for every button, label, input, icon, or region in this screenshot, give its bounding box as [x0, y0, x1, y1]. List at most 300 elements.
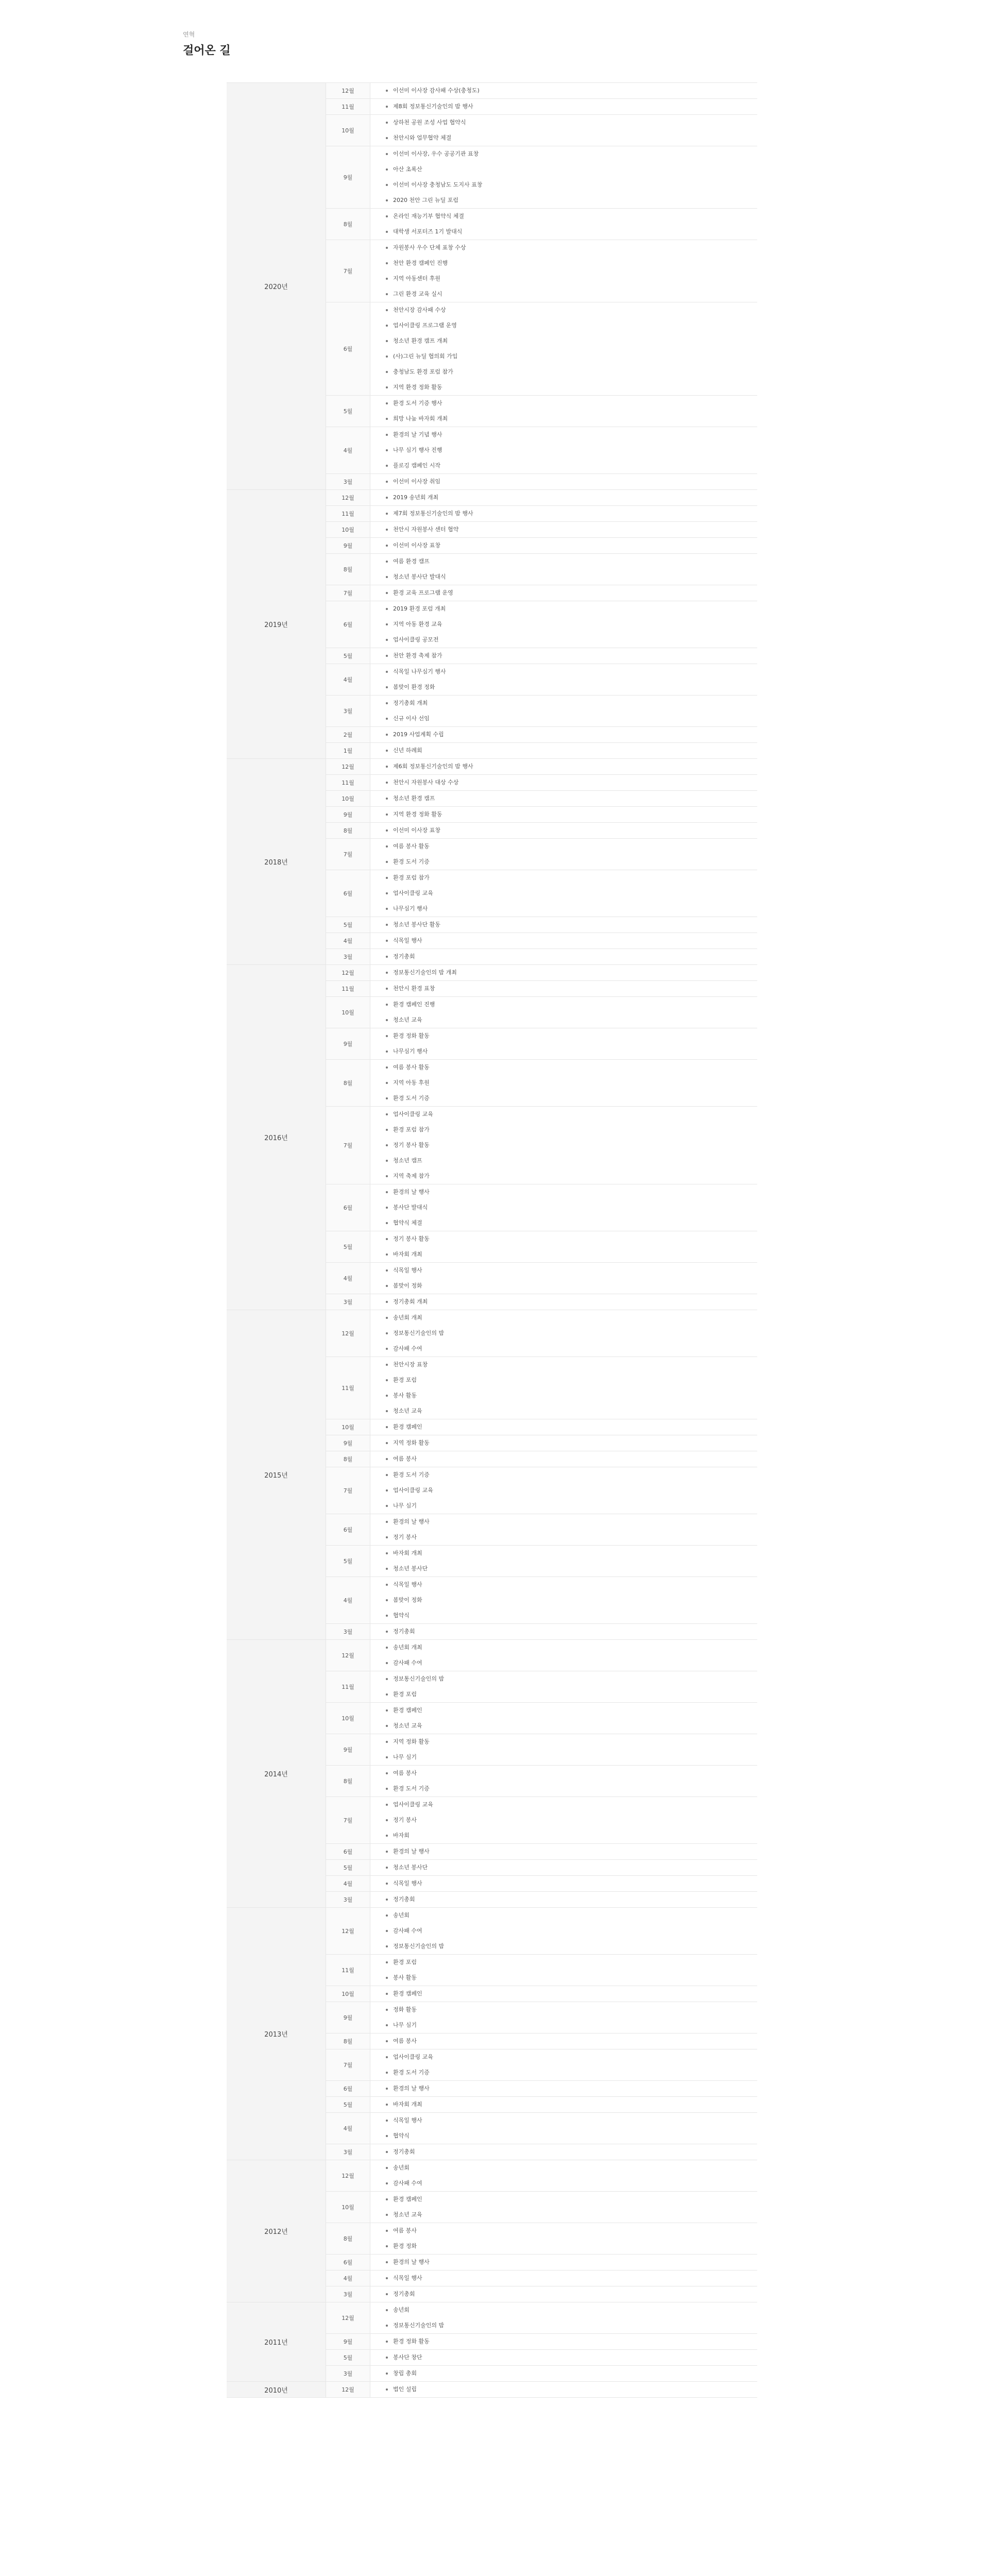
- year-label: 2013년: [227, 1908, 326, 2160]
- event-list: [370, 1986, 758, 2002]
- event-item: 환경 포럼: [386, 1687, 757, 1702]
- event-list: [370, 2366, 758, 2382]
- event-list: [370, 1577, 758, 1624]
- event-item: 봉사단 발대식: [386, 1200, 757, 1215]
- event-item: 업사이클링 교육: [386, 1797, 757, 1812]
- event-list: [370, 2192, 758, 2223]
- month-label: 4월: [326, 2270, 370, 2286]
- event-item: 정기 봉사: [386, 1530, 757, 1545]
- month-label: 4월: [326, 427, 370, 474]
- month-label: 10월: [326, 522, 370, 538]
- event-list: [370, 474, 758, 490]
- event-list: [370, 2223, 758, 2255]
- year-label: 2020년: [227, 83, 326, 490]
- event-list: [370, 1028, 758, 1060]
- event-list: [370, 981, 758, 997]
- event-item: 환경 포럼 참가: [386, 1122, 757, 1138]
- month-label: 5월: [326, 1231, 370, 1263]
- event-item: 정기 봉사 활동: [386, 1138, 757, 1153]
- event-list: [370, 2049, 758, 2081]
- event-list: [370, 2286, 758, 2302]
- event-list: [370, 99, 758, 115]
- event-list: [370, 2350, 758, 2366]
- event-item: 환경 포럼 참가: [386, 870, 757, 886]
- event-list: [370, 839, 758, 870]
- event-item: 나무 심기: [386, 2018, 757, 2033]
- event-item: 제7회 정보통신기술인의 밤 행사: [386, 506, 757, 521]
- event-item: 청소년 교육: [386, 1403, 757, 1419]
- event-list: [370, 1671, 758, 1703]
- event-item: 환경의 날 행사: [386, 2255, 757, 2270]
- event-item: 업사이클링 공모전: [386, 632, 757, 648]
- month-label: 12월: [326, 1310, 370, 1357]
- event-item: 환경의 날 행사: [386, 1514, 757, 1530]
- month-label: 11월: [326, 1955, 370, 1986]
- event-item: 정보통신기술인의 밤 개최: [386, 965, 757, 980]
- event-list: [370, 585, 758, 601]
- month-label: 5월: [326, 2350, 370, 2366]
- event-item: 정기총회 개최: [386, 696, 757, 711]
- month-label: 4월: [326, 664, 370, 696]
- month-label: 5월: [326, 1860, 370, 1876]
- event-item: 송년회 개최: [386, 1640, 757, 1655]
- event-item: 온라인 재능기부 협약식 체결: [386, 209, 757, 224]
- month-label: 2월: [326, 727, 370, 743]
- month-label: 5월: [326, 917, 370, 933]
- event-list: [370, 83, 758, 99]
- event-item: 정기총회: [386, 2144, 757, 2160]
- month-label: 8월: [326, 209, 370, 240]
- event-item: 봄맞이 환경 정화: [386, 680, 757, 695]
- event-item: 환경 정화: [386, 2239, 757, 2254]
- month-label: 4월: [326, 1263, 370, 1294]
- year-label: 2019년: [227, 490, 326, 759]
- event-list: [370, 1467, 758, 1514]
- event-item: 환경의 날 행사: [386, 1844, 757, 1859]
- event-item: 천안시 환경 표창: [386, 981, 757, 996]
- event-list: [370, 2302, 758, 2334]
- month-label: 4월: [326, 933, 370, 949]
- month-row: [227, 490, 757, 506]
- event-item: 법인 설립: [386, 2382, 757, 2397]
- event-list: [370, 1419, 758, 1435]
- event-item: 환경 교육 프로그램 운영: [386, 585, 757, 601]
- event-item: 감사패 수여: [386, 2176, 757, 2191]
- event-item: 정기총회: [386, 1624, 757, 1639]
- event-list: [370, 1955, 758, 1986]
- event-item: 식목일 행사: [386, 933, 757, 948]
- event-list: [370, 240, 758, 302]
- month-label: 5월: [326, 648, 370, 664]
- event-list: [370, 1263, 758, 1294]
- event-item: 업사이클링 교육: [386, 886, 757, 901]
- event-item: 여름 봉사: [386, 2033, 757, 2049]
- event-item: 환경 포럼: [386, 1372, 757, 1388]
- month-label: 7월: [326, 1797, 370, 1844]
- month-label: 6월: [326, 1184, 370, 1231]
- event-item: 정기총회: [386, 1892, 757, 1907]
- month-row: [227, 1640, 757, 1671]
- month-label: 9월: [326, 146, 370, 209]
- month-label: 3월: [326, 949, 370, 965]
- event-item: 식목일 행사: [386, 1263, 757, 1278]
- month-label: 6월: [326, 2255, 370, 2270]
- event-list: [370, 2002, 758, 2033]
- event-list: [370, 1860, 758, 1876]
- month-label: 7월: [326, 585, 370, 601]
- event-list: [370, 2033, 758, 2049]
- event-item: 2019 사업계획 수립: [386, 727, 757, 742]
- month-label: 3월: [326, 2366, 370, 2382]
- event-item: 환경 도서 기증: [386, 2065, 757, 2080]
- event-item: 천안시와 업무협약 체결: [386, 130, 757, 146]
- event-list: [370, 1640, 758, 1671]
- event-list: [370, 1892, 758, 1908]
- month-label: 11월: [326, 775, 370, 791]
- event-item: 여름 봉사: [386, 1451, 757, 1467]
- event-list: [370, 1514, 758, 1546]
- event-item: 지역 아동센터 후원: [386, 271, 757, 286]
- month-label: 9월: [326, 1734, 370, 1766]
- event-item: 이선미 이사장 표창: [386, 538, 757, 553]
- month-label: 9월: [326, 2334, 370, 2350]
- event-item: 환경 도서 기증: [386, 1467, 757, 1483]
- event-item: 2020 천안 그린 뉴딜 포럼: [386, 193, 757, 208]
- month-label: 6월: [326, 2081, 370, 2097]
- month-label: 3월: [326, 1892, 370, 1908]
- event-list: [370, 1546, 758, 1577]
- event-item: 업사이클링 교육: [386, 1483, 757, 1498]
- event-list: [370, 823, 758, 839]
- event-item: 정기 봉사: [386, 1812, 757, 1828]
- event-item: 정기 봉사 활동: [386, 1231, 757, 1247]
- event-item: 봉사 활동: [386, 1388, 757, 1403]
- event-item: 대학생 서포터즈 1기 발대식: [386, 224, 757, 240]
- event-item: 제6회 정보통신기술인의 밤 행사: [386, 759, 757, 774]
- event-item: 바자회: [386, 1828, 757, 1843]
- event-item: 식목일 행사: [386, 2113, 757, 2128]
- event-item: 봄맞이 정화: [386, 1592, 757, 1608]
- event-item: 제8회 정보통신기술인의 밤 행사: [386, 99, 757, 114]
- page-title: 걸어온 길: [183, 44, 231, 57]
- event-list: [370, 807, 758, 823]
- month-label: 3월: [326, 2144, 370, 2160]
- month-label: 10월: [326, 2192, 370, 2223]
- month-label: 8월: [326, 1451, 370, 1467]
- month-label: 3월: [326, 696, 370, 727]
- event-list: [370, 965, 758, 981]
- event-item: 환경의 날 기념 행사: [386, 427, 757, 443]
- event-item: 정보통신기술인의 밤: [386, 1671, 757, 1687]
- month-label: 12월: [326, 2302, 370, 2334]
- month-label: 12월: [326, 1908, 370, 1955]
- event-list: [370, 1231, 758, 1263]
- event-item: 청소년 교육: [386, 1012, 757, 1028]
- month-row: [227, 1310, 757, 1357]
- event-list: [370, 997, 758, 1028]
- month-label: 10월: [326, 791, 370, 807]
- event-list: [370, 506, 758, 522]
- event-list: [370, 2144, 758, 2160]
- month-label: 3월: [326, 2286, 370, 2302]
- event-item: 정보통신기술인의 밤: [386, 1326, 757, 1341]
- month-label: 8월: [326, 823, 370, 839]
- event-item: 천안시 자원봉사 센터 협약: [386, 522, 757, 537]
- event-item: 환경 캠페인: [386, 2192, 757, 2207]
- month-label: 4월: [326, 1577, 370, 1624]
- event-item: 청소년 봉사단 발대식: [386, 569, 757, 585]
- event-item: 나무심기 행사: [386, 901, 757, 917]
- event-item: 봉사 활동: [386, 1970, 757, 1986]
- event-list: [370, 791, 758, 807]
- year-label: 2011년: [227, 2302, 326, 2382]
- month-label: 10월: [326, 997, 370, 1028]
- year-label: 2018년: [227, 759, 326, 965]
- event-item: 환경 캠페인: [386, 1419, 757, 1435]
- event-item: 업사이클링 교육: [386, 2049, 757, 2065]
- month-label: 3월: [326, 1624, 370, 1640]
- event-list: [370, 522, 758, 538]
- event-item: 지역 아동 환경 교육: [386, 617, 757, 632]
- event-item: 정화 활동: [386, 2002, 757, 2018]
- month-label: 5월: [326, 1546, 370, 1577]
- event-item: 아산 초록산: [386, 162, 757, 177]
- month-label: 12월: [326, 759, 370, 775]
- year-label: 2014년: [227, 1640, 326, 1908]
- event-item: 이선미 이사장, 우수 공공기관 표창: [386, 146, 757, 162]
- month-label: 12월: [326, 1640, 370, 1671]
- month-label: 7월: [326, 1107, 370, 1184]
- event-item: 지역 환경 정화 활동: [386, 807, 757, 822]
- event-list: [370, 146, 758, 209]
- month-label: 5월: [326, 2097, 370, 2113]
- event-item: 청소년 캠프: [386, 1153, 757, 1168]
- event-list: [370, 2081, 758, 2097]
- event-item: 환경 포럼: [386, 1955, 757, 1970]
- event-item: 협약식: [386, 1608, 757, 1623]
- event-list: [370, 1294, 758, 1310]
- event-item: 송년회: [386, 1908, 757, 1923]
- month-label: 8월: [326, 2033, 370, 2049]
- event-item: 나무 심기: [386, 1498, 757, 1514]
- event-item: 천안시장 감사패 수상: [386, 302, 757, 318]
- event-item: 나무 심기: [386, 1750, 757, 1765]
- event-item: 청소년 교육: [386, 1718, 757, 1734]
- event-item: 송년회: [386, 2160, 757, 2176]
- event-item: 청소년 환경 캠프: [386, 791, 757, 806]
- month-label: 7월: [326, 839, 370, 870]
- event-list: [370, 1184, 758, 1231]
- event-item: 식목일 행사: [386, 2270, 757, 2286]
- event-item: 지역 환경 정화 활동: [386, 380, 757, 395]
- month-label: 9월: [326, 1028, 370, 1060]
- event-item: 송년회 개최: [386, 1310, 757, 1326]
- month-row: [227, 2382, 757, 2398]
- event-item: 그린 환경 교육 실시: [386, 286, 757, 302]
- month-label: 11월: [326, 981, 370, 997]
- event-item: 환경의 날 행사: [386, 1184, 757, 1200]
- event-item: 바자회 개최: [386, 2097, 757, 2112]
- event-item: 협약식: [386, 2128, 757, 2144]
- event-item: 환경 정화 활동: [386, 2334, 757, 2349]
- event-item: 환경 도서 기증: [386, 854, 757, 870]
- month-label: 12월: [326, 83, 370, 99]
- event-item: 감사패 수여: [386, 1923, 757, 1939]
- event-item: 천안시 자원봉사 대상 수상: [386, 775, 757, 790]
- event-item: 정기총회: [386, 949, 757, 964]
- event-list: [370, 759, 758, 775]
- event-item: 상하천 공원 조성 사업 협약식: [386, 115, 757, 130]
- event-list: [370, 2382, 758, 2398]
- event-list: [370, 648, 758, 664]
- event-list: [370, 1766, 758, 1797]
- event-item: 지역 축제 참가: [386, 1168, 757, 1184]
- event-list: [370, 1797, 758, 1844]
- event-item: 식목일 행사: [386, 1876, 757, 1891]
- event-list: [370, 664, 758, 696]
- month-label: 11월: [326, 506, 370, 522]
- month-label: 8월: [326, 1060, 370, 1107]
- month-label: 5월: [326, 396, 370, 427]
- event-item: 청소년 봉사단: [386, 1860, 757, 1875]
- month-label: 7월: [326, 1467, 370, 1514]
- event-list: [370, 1734, 758, 1766]
- month-label: 1월: [326, 743, 370, 759]
- event-item: 희망 나눔 바자회 개최: [386, 411, 757, 427]
- event-item: 2019 송년회 개최: [386, 490, 757, 505]
- event-item: 청소년 교육: [386, 2207, 757, 2223]
- month-label: 9월: [326, 2002, 370, 2033]
- event-item: 감사패 수여: [386, 1341, 757, 1357]
- event-item: 업사이클링 교육: [386, 1107, 757, 1122]
- event-item: 여름 봉사 활동: [386, 839, 757, 854]
- month-label: 4월: [326, 2113, 370, 2144]
- event-item: 나무심기 행사: [386, 1044, 757, 1059]
- event-item: 환경 도서 기증 행사: [386, 396, 757, 411]
- event-list: [370, 949, 758, 965]
- event-list: [370, 1060, 758, 1107]
- event-list: [370, 554, 758, 585]
- event-item: 정기총회 개최: [386, 1294, 757, 1310]
- event-item: 환경 도서 기증: [386, 1091, 757, 1106]
- month-label: 7월: [326, 240, 370, 302]
- event-item: 청소년 환경 캠프 개최: [386, 333, 757, 349]
- event-item: 협약식 체결: [386, 1215, 757, 1231]
- month-label: 10월: [326, 115, 370, 146]
- event-item: 청소년 봉사단 활동: [386, 917, 757, 933]
- month-label: 12월: [326, 965, 370, 981]
- event-item: 감사패 수여: [386, 1655, 757, 1671]
- event-item: 환경의 날 행사: [386, 2081, 757, 2096]
- event-item: 나무 심기 행사 진행: [386, 443, 757, 458]
- event-list: [370, 1435, 758, 1451]
- event-list: [370, 302, 758, 396]
- event-item: 청소년 봉사단: [386, 1561, 757, 1577]
- month-label: 6월: [326, 870, 370, 917]
- event-item: 바자회 개최: [386, 1546, 757, 1561]
- event-list: [370, 775, 758, 791]
- month-label: 11월: [326, 99, 370, 115]
- event-list: [370, 396, 758, 427]
- event-item: 환경 정화 활동: [386, 1028, 757, 1044]
- event-item: 여름 봉사 활동: [386, 1060, 757, 1075]
- event-list: [370, 1844, 758, 1860]
- event-list: [370, 743, 758, 759]
- event-list: [370, 115, 758, 146]
- event-list: [370, 601, 758, 648]
- month-label: 10월: [326, 1703, 370, 1734]
- event-item: 여름 환경 캠프: [386, 554, 757, 569]
- event-list: [370, 427, 758, 474]
- month-row: [227, 83, 757, 99]
- event-item: 여름 봉사: [386, 1766, 757, 1781]
- month-label: 9월: [326, 1435, 370, 1451]
- event-item: 업사이클링 프로그램 운영: [386, 318, 757, 333]
- year-label: 2012년: [227, 2160, 326, 2302]
- event-item: 환경 캠페인: [386, 1986, 757, 2002]
- month-label: 11월: [326, 1357, 370, 1419]
- event-item: 천안 환경 캠페인 진행: [386, 256, 757, 271]
- event-list: [370, 1357, 758, 1419]
- event-item: 지역 정화 활동: [386, 1734, 757, 1750]
- event-item: 2019 환경 포럼 개최: [386, 601, 757, 617]
- event-item: 환경 캠페인: [386, 1703, 757, 1718]
- event-list: [370, 727, 758, 743]
- event-item: 이선미 이사장 취임: [386, 474, 757, 489]
- month-label: 6월: [326, 1844, 370, 1860]
- month-label: 8월: [326, 554, 370, 585]
- event-list: [370, 2255, 758, 2270]
- event-list: [370, 2113, 758, 2144]
- month-label: 8월: [326, 1766, 370, 1797]
- event-item: 봉사단 창단: [386, 2350, 757, 2365]
- month-label: 12월: [326, 2382, 370, 2398]
- year-label: 2010년: [227, 2382, 326, 2398]
- event-item: 플로깅 캠페인 시작: [386, 458, 757, 473]
- month-label: 4월: [326, 1876, 370, 1892]
- year-label: 2016년: [227, 965, 326, 1310]
- month-label: 9월: [326, 807, 370, 823]
- event-list: [370, 490, 758, 506]
- event-list: [370, 1451, 758, 1467]
- event-item: 이선미 이사장 감사패 수상(충청도): [386, 83, 757, 98]
- month-label: 10월: [326, 1419, 370, 1435]
- event-list: [370, 2097, 758, 2113]
- event-item: 바자회 개최: [386, 1247, 757, 1262]
- month-label: 6월: [326, 302, 370, 396]
- month-row: [227, 2302, 757, 2334]
- month-label: 3월: [326, 474, 370, 490]
- event-list: [370, 538, 758, 554]
- event-list: [370, 696, 758, 727]
- event-list: [370, 2270, 758, 2286]
- event-list: [370, 1876, 758, 1892]
- history-table: [227, 82, 757, 2398]
- event-list: [370, 2160, 758, 2192]
- month-row: [227, 2160, 757, 2192]
- page-subtitle: 연혁: [183, 31, 195, 38]
- month-label: 7월: [326, 2049, 370, 2081]
- event-list: [370, 209, 758, 240]
- event-list: [370, 1310, 758, 1357]
- event-item: 충청남도 환경 포럼 참가: [386, 364, 757, 380]
- event-item: 송년회: [386, 2302, 757, 2318]
- event-item: 식목일 나무심기 행사: [386, 664, 757, 680]
- event-item: 천안 환경 축제 참가: [386, 648, 757, 664]
- event-item: 환경 캠페인 진행: [386, 997, 757, 1012]
- month-label: 6월: [326, 601, 370, 648]
- month-label: 12월: [326, 490, 370, 506]
